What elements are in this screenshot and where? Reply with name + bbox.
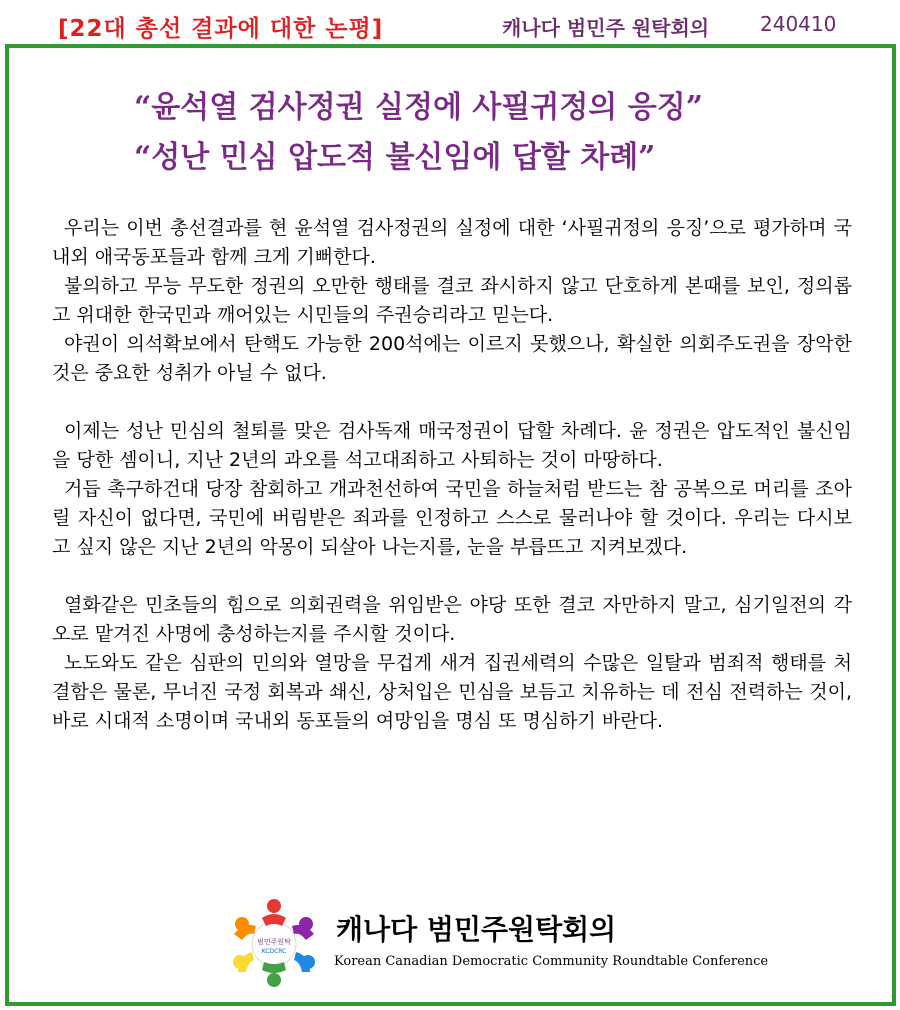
paragraph: 야권이 의석확보에서 탄핵도 가능한 200석에는 이르지 못했으나, 확실한 의회주도권을 장악한 것은 중요한 성취가 아닐 수 없다. (52, 333, 852, 384)
header (0, 8, 900, 44)
statement-body (52, 214, 852, 736)
paragraph: 불의하고 무능 무도한 정권의 오만한 행태를 결코 좌시하지 않고 단호하게 본때를 보인, 정의롭고 위대한 한국민과 깨어있는 시민들의 주권승리라고 믿는다. (52, 275, 852, 326)
logo-text: 범민주원탁 (257, 938, 291, 946)
paragraph: 노도와도 같은 심판의 민의와 열망을 무겁게 새겨 집권세력의 수많은 일탈과 범죄적 행태를 처결함은 물론, 무너진 국정 회복과 쇄신, 상처입은 민심을 보듬고 치유하는 데 전심 전력하는 것이, 바로 시대적 소명이며 국내외 동포들의 여망임을 명심 또 명심하기 바란다. (52, 652, 852, 732)
section-1 (52, 214, 852, 388)
paragraph: 이제는 성난 민심의 철퇴를 맞은 검사독재 매국정권이 답할 차례다. 윤 정권은 압도적인 불신임을 당한 셈이니, 지난 2년의 과오를 석고대죄하고 사퇴하는 것이 마땅하다. (52, 420, 852, 471)
paragraph: 거듭 촉구하건대 당장 참회하고 개과천선하여 국민을 하늘처럼 받드는 참 공복으로 머리를 조아릴 자신이 없다면, 국민에 버림받은 죄과를 인정하고 스스로 물러나야 할 것이다. 우리는 다시보고 싶지 않은 지난 2년의 악몽이 되살아 나는지를, 눈을 부릅뜨고 지켜보겠다. (52, 478, 852, 558)
paragraph: 열화같은 민초들의 힘으로 의회권력을 위임받은 야당 또한 결코 자만하지 말고, 심기일전의 각오로 맡겨진 사명에 충성하는지를 주시할 것이다. (52, 594, 852, 645)
logo-subtext: KCDCRC (261, 948, 287, 955)
footer-org-name: 캐나다 범민주원탁회의 (336, 913, 617, 946)
section-gap (52, 388, 852, 417)
signature-block (226, 896, 826, 988)
statement-tag: [22대 총선 결과에 대한 논평] (58, 16, 384, 42)
section-gap (52, 562, 852, 591)
footer-org-english: Korean Canadian Democratic Community Roundtable Conference (334, 954, 769, 969)
paragraph: 우리는 이번 총선결과를 현 윤석열 검사정권의 실정에 대한 ‘사필귀정의 응징’으로 평가하며 국내외 애국동포들과 함께 크게 기뻐한다. (52, 217, 852, 268)
section-3 (52, 591, 852, 736)
people-circle-logo-icon (226, 896, 322, 988)
header-org-name: 캐나다 범민주 원탁회의 (502, 16, 710, 40)
header-date: 240410 (760, 12, 837, 36)
headline-1: “윤석열 검사정권 실정에 사필귀정의 응징” (134, 90, 703, 125)
section-2 (52, 417, 852, 562)
headline-2: “성난 민심 압도적 불신임에 답할 차례” (134, 140, 656, 175)
